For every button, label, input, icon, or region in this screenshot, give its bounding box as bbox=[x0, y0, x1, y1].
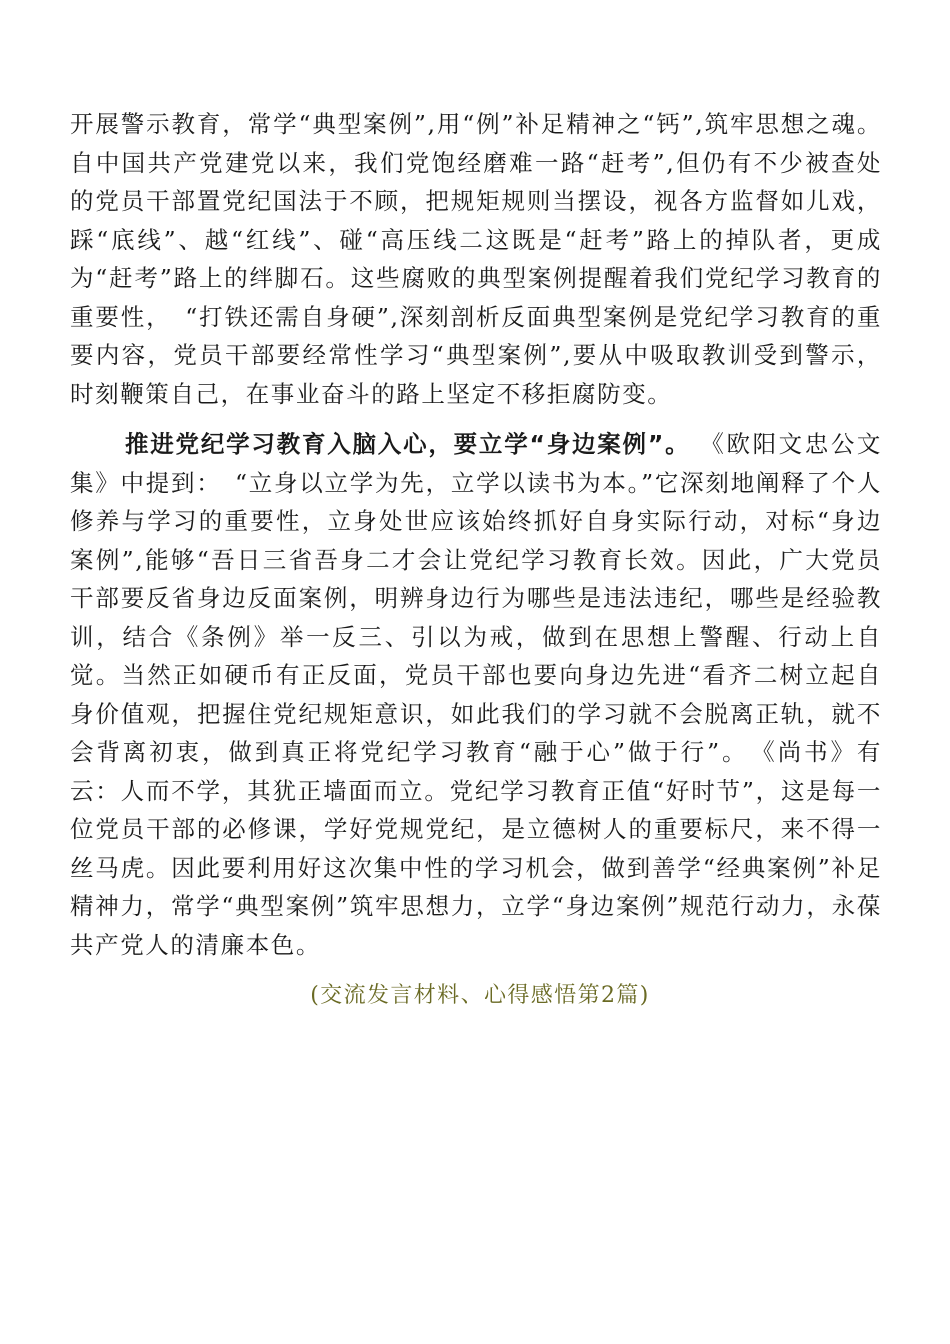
document-page bbox=[70, 105, 882, 1014]
paragraph-text: 《欧阳文忠公文集》中提到： “立身以立学为先，立学以读书为本。”它深刻地阐释了个人修养与学习的重要性，立身处世应该始终抓好自身实际行动，对标“身边案例”,能够“吾日三省吾身二才会让党纪学习教育长效。因此，广大党员干部要反省身边反面案例，明辨身边行为哪些是违法违纪，哪些是经验教训，结合《条例》举一反三、引以为戒，做到在思想上警醒、行动上自觉。当然正如硬币有正反面，党员干部也要向身边先进“看齐二树立起自身价值观，把握住党纪规矩意识，如此我们的学习就不会脱离正轨，就不会背离初衷，做到真正将党纪学习教育“融于心”做于行”。 《尚书》有云：人而不学，其犹正墙面而立。党纪学习教育正值“好时节”，这是每一位党员干部的必修课，学好党规党纪，是立德树人的重要标尺，来不得一丝马虎。因此要利用好这次集中性的学习机会，做到善学“经典案例”补足精神力，常学“典型案例”筑牢思想力，立学“身边案例”规范行动力，永葆共产党人的清廉本色。 bbox=[70, 430, 882, 959]
paragraph-text: 开展警示教育，常学“典型案例”,用“例”补足精神之“钙”,筑牢思想之魂。自中国共产党建党以来，我们党饱经磨难一路“赶考”,但仍有不少被查处的党员干部置党纪国法于不顾，把规矩规则当摆设，视各方监督如儿戏，踩“底线”、越“红线”、碰“高压线二这既是“赶考”路上的掉队者，更成为“赶考”路上的绊脚石。这些腐败的典型案例提醒着我们党纪学习教育的重要性， “打铁还需自身硬”,深刻剖析反面典型案例是党纪学习教育的重要内容，党员干部要经常性学习“典型案例”,要从中吸取教训受到警示，时刻鞭策自己，在事业奋斗的路上坚定不移拒腐防变。 bbox=[70, 110, 882, 408]
paragraph-lead-heading: 推进党纪学习教育入脑入心，要立学“身边案例”。 bbox=[125, 430, 691, 458]
document-caption: (交流发言材料、心得感悟第2篇) bbox=[310, 983, 650, 1008]
paragraph-warning-education bbox=[70, 105, 882, 413]
paragraph-nearby-cases bbox=[70, 425, 882, 964]
